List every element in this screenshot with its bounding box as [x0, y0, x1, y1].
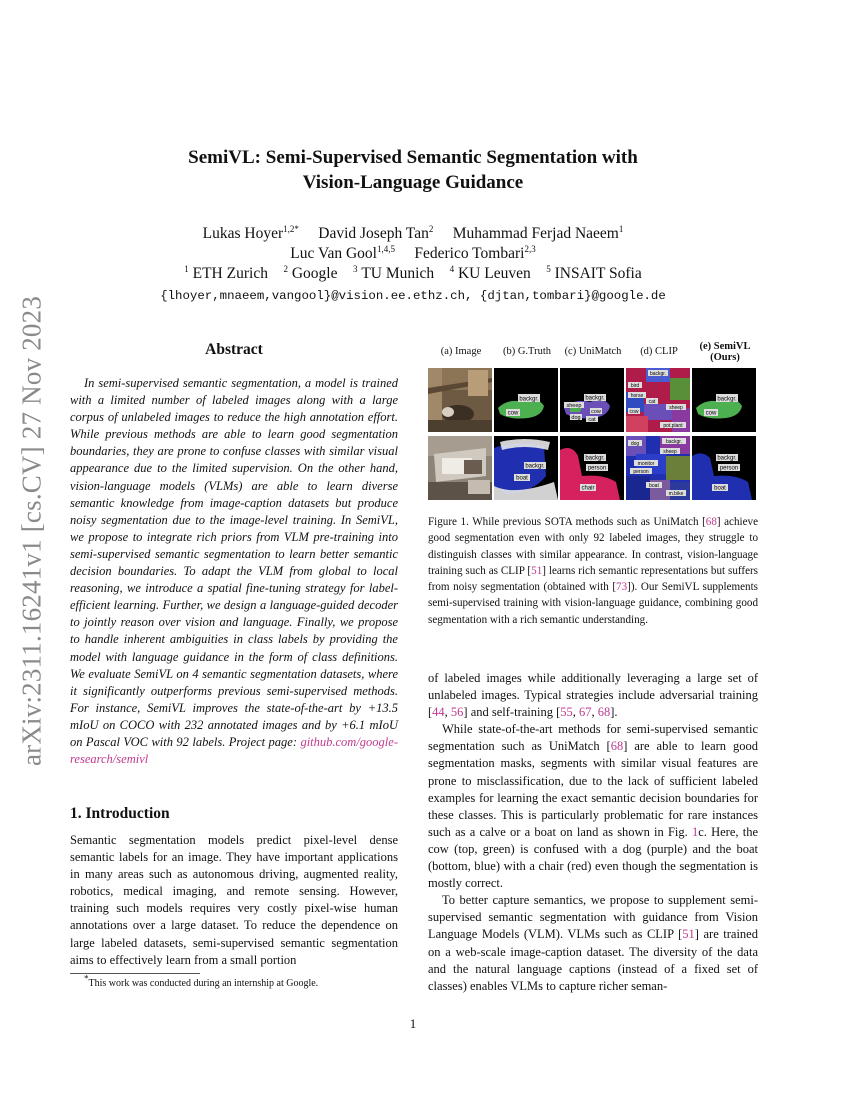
body-text: , — [572, 705, 580, 720]
body-text: , — [591, 705, 598, 720]
mask-label: m.bike — [668, 491, 684, 497]
affil-mark: 4 — [449, 263, 455, 274]
citation-link[interactable]: 44 — [432, 705, 445, 720]
author-affil: 2,3 — [524, 243, 536, 254]
author-affil: 1 — [618, 223, 624, 234]
mask-label: backgr. — [649, 371, 667, 377]
title-line-1: SemiVL: Semi-Supervised Semantic Segmentation with — [188, 147, 638, 168]
tile-clip-cow — [626, 368, 690, 432]
tile-gt-boat — [494, 436, 558, 500]
citation-link[interactable]: 51 — [531, 564, 543, 577]
author-name: Lukas Hoyer — [202, 225, 284, 242]
author-name: David Joseph Tan — [318, 225, 429, 242]
mask-label: dog — [630, 441, 640, 447]
citation-link[interactable]: 68 — [597, 705, 611, 720]
title-line-2: Vision-Language Guidance — [302, 172, 524, 193]
citation-link[interactable]: 68 — [705, 516, 717, 528]
tile-unimatch-boat — [560, 436, 624, 500]
affil-mark: 1 — [184, 263, 189, 274]
paragraph — [428, 721, 758, 892]
author-name: Federico Tombari — [414, 245, 525, 262]
affiliation: ETH Zurich — [192, 265, 268, 282]
section-heading-introduction: 1. Introduction — [70, 805, 170, 822]
mask-label: dog — [571, 415, 581, 421]
project-page-link[interactable]: github.com/google-research/semivl — [70, 734, 398, 767]
mask-label: backgr. — [585, 455, 605, 462]
footnote-text: This work was conducted during an internship at Google. — [88, 978, 319, 989]
mask-label: cow — [591, 409, 601, 415]
caption-text: ]). Our SemiVL supplements semi-supervised training with vision-language guidance, combining good segmentation with a rich semantic understanding. — [428, 581, 758, 626]
body-text: While state-of-the-art methods for semi-supervised semantic segmentation such as UniMatch [ — [428, 722, 758, 754]
col-label-image: (a) Image — [440, 346, 482, 357]
mask-label: cat — [648, 399, 656, 405]
arxiv-sidebar — [12, 286, 52, 776]
figure-1-caption — [428, 514, 758, 628]
col-label-semivl: (e) SemiVL (Ours) — [699, 341, 751, 363]
body-text: c. Here, the cow (top, green) is confused with a dog (purple) and the boat (bottom, blue) with a chair (red) even though the segmentation is mostly correct. — [428, 824, 758, 891]
mask-label: person — [633, 469, 649, 475]
affiliation: INSAIT Sofia — [554, 265, 642, 282]
author-emails: {lhoyer,mnaeem,vangool}@vision.ee.ethz.ch, {djtan,tombari}@google.de — [160, 289, 666, 303]
author-line-2 — [100, 244, 726, 263]
mask-label: monitor — [637, 461, 655, 467]
mask-label: bird — [630, 383, 640, 389]
tile-semivl-cow — [692, 368, 756, 432]
figure-1 — [428, 340, 758, 502]
affil-mark: 5 — [546, 263, 551, 274]
body-text: of labeled images while additionally leveraging a large set of unlabeled images. Typical strategies include adversarial training [ — [428, 671, 758, 720]
caption-text: Figure 1. While previous SOTA methods such as UniMatch [ — [428, 516, 706, 528]
mask-label: person — [719, 465, 739, 472]
footnote-mark: * — [84, 973, 89, 984]
paragraph — [428, 670, 758, 721]
affiliation: Google — [291, 265, 338, 282]
mask-label: chair — [581, 485, 595, 492]
mask-label: boat — [516, 475, 528, 482]
affil-mark: 2 — [283, 263, 288, 274]
tile-clip-boat — [626, 436, 690, 500]
mask-label: pot.plant — [663, 423, 683, 429]
arxiv-identifier: arXiv:2311.16241v1 [cs.CV] 27 Nov 2023 — [16, 295, 47, 767]
author-affil: 2 — [428, 223, 434, 234]
mask-label: boat — [714, 485, 726, 492]
caption-text: ] learns rich semantic representations but suffers from noisy segmentation (obtained with [ — [428, 564, 758, 594]
paragraph — [428, 892, 758, 995]
col-label-ground-truth: (b) G.Truth — [502, 346, 552, 357]
body-text: ] and self-training [ — [463, 705, 561, 720]
citation-link[interactable]: 56 — [450, 705, 464, 720]
citation-link[interactable]: 68 — [610, 739, 624, 754]
abstract-text: In semi-supervised semantic segmentation, a model is trained with a limited number of labeled images along with a large corpus of unlabeled images to reduce the high annotation effort. While previous methods are able to learn good segmentation boundaries, they are prone to confuse classes with similar visual appearance due to the limited supervision. On the other hand, vision-language models (VLMs) are able to learn diverse semantic knowledge from image-caption datasets but produce noisy segmentation due to the image-level training. In SemiVL, we propose to integrate rich priors from VLM pre-training into semi-supervised semantic segmentation to learn better semantic decision boundaries. To adapt the VLM from global to local reasoning, we introduce a spatial fine-tuning strategy for label-efficient learning. Further, we design a language-guided decoder to jointly reason over vision and language. Finally, we propose to handle inherent ambiguities in class labels by providing the model with language guidance in the form of class definitions. We evaluate SemiVL on 4 semantic segmentation datasets, where it significantly outperforms previous semi-supervised methods. For instance, SemiVL improves the state-of-the-art by +13.5 mIoU on COCO with 232 annotated images and by +6.1 mIoU on Pascal VOC with 92 labels. Project page: — [70, 376, 398, 749]
tile-semivl-boat — [692, 436, 756, 500]
mask-label: sheep — [669, 405, 683, 411]
mask-label: backgr. — [665, 439, 683, 445]
mask-label: backgr. — [717, 455, 737, 462]
mask-label: cow — [507, 410, 519, 417]
citation-link[interactable]: 51 — [682, 927, 695, 942]
page-number: 1 — [409, 1016, 417, 1031]
tile-image-cow — [428, 368, 492, 432]
mask-label: backgr. — [525, 463, 545, 470]
mask-label: boat — [649, 483, 659, 489]
mask-label: backgr. — [519, 396, 539, 403]
author-name: Luc Van Gool — [290, 245, 377, 262]
body-text: ] are trained on a web-scale image-caption dataset. The diversity of the data and the natural language captions (instead of a fixed set of classes) enables VLMs to capture richer seman- — [428, 927, 758, 993]
abstract-heading: Abstract — [205, 341, 263, 358]
body-text: , — [444, 705, 451, 720]
mask-label: cow — [629, 409, 639, 415]
author-name: Muhammad Ferjad Naeem — [452, 225, 619, 242]
mask-label: backgr. — [717, 396, 737, 403]
abstract-body — [70, 375, 398, 768]
body-text: ]. — [610, 705, 618, 720]
caption-text: ] achieve good segmentation even with only 92 labeled images, they struggle to distinguish classes with similar appearance. In contrast, vision-language training such as CLIP [ — [428, 516, 759, 577]
figure-ref-link[interactable]: 1 — [691, 824, 699, 839]
affiliations — [100, 264, 726, 283]
col-label-clip: (d) CLIP — [640, 346, 678, 357]
footnote-rule — [70, 973, 200, 974]
citation-link[interactable]: 73 — [616, 581, 628, 594]
mask-label: cat — [588, 417, 596, 423]
citation-link[interactable]: 55 — [560, 705, 573, 720]
affiliation: TU Munich — [361, 265, 435, 282]
citation-link[interactable]: 67 — [579, 705, 592, 720]
author-affil: 1,4,5 — [376, 243, 395, 254]
col-label-unimatch: (c) UniMatch — [564, 346, 622, 357]
tile-unimatch-cow — [560, 368, 624, 432]
affil-mark: 3 — [352, 263, 358, 274]
right-column-body — [428, 670, 758, 995]
paper-title — [100, 145, 726, 195]
affiliation: KU Leuven — [457, 265, 531, 282]
introduction-body: Semantic segmentation models predict pixel-level dense semantic labels for an image. They have important applications in many areas such as autonomous driving, augmented reality, robotics, medical imaging, and remote sensing. However, training such models requires very costly pixel-wise human annotations over a large dataset. To reduce the dependence on large labeled datasets, semi-supervised semantic segmentation aims to effectively learn from a small portion — [70, 833, 398, 967]
author-affil: 1,2* — [283, 223, 299, 234]
author-line-1 — [100, 224, 726, 243]
mask-label: sheep — [663, 449, 677, 455]
body-text: ] are able to learn good segmentation masks, segments with similar visual features are prone to misclassification, due to the lack of sufficient labeled examples for learning the exact semantic decision boundaries for these classes. This is particularly problematic for rare instances such as a calve or a boat on land as shown in Fig. — [428, 739, 758, 839]
mask-label: horse — [630, 393, 644, 399]
tile-image-boat — [428, 436, 492, 500]
mask-label: person — [587, 465, 607, 472]
footnote — [84, 973, 319, 989]
figure-column-labels — [428, 340, 758, 366]
mask-label: backgr. — [585, 395, 605, 402]
mask-label: cow — [705, 410, 717, 417]
mask-label: sheep — [566, 403, 582, 409]
body-text: To better capture semantics, we propose to supplement semi-supervised semantic segmentation with guidance from Vision Language Models (VLM). VLMs such as CLIP [ — [428, 893, 758, 942]
tile-gt-cow — [494, 368, 558, 432]
